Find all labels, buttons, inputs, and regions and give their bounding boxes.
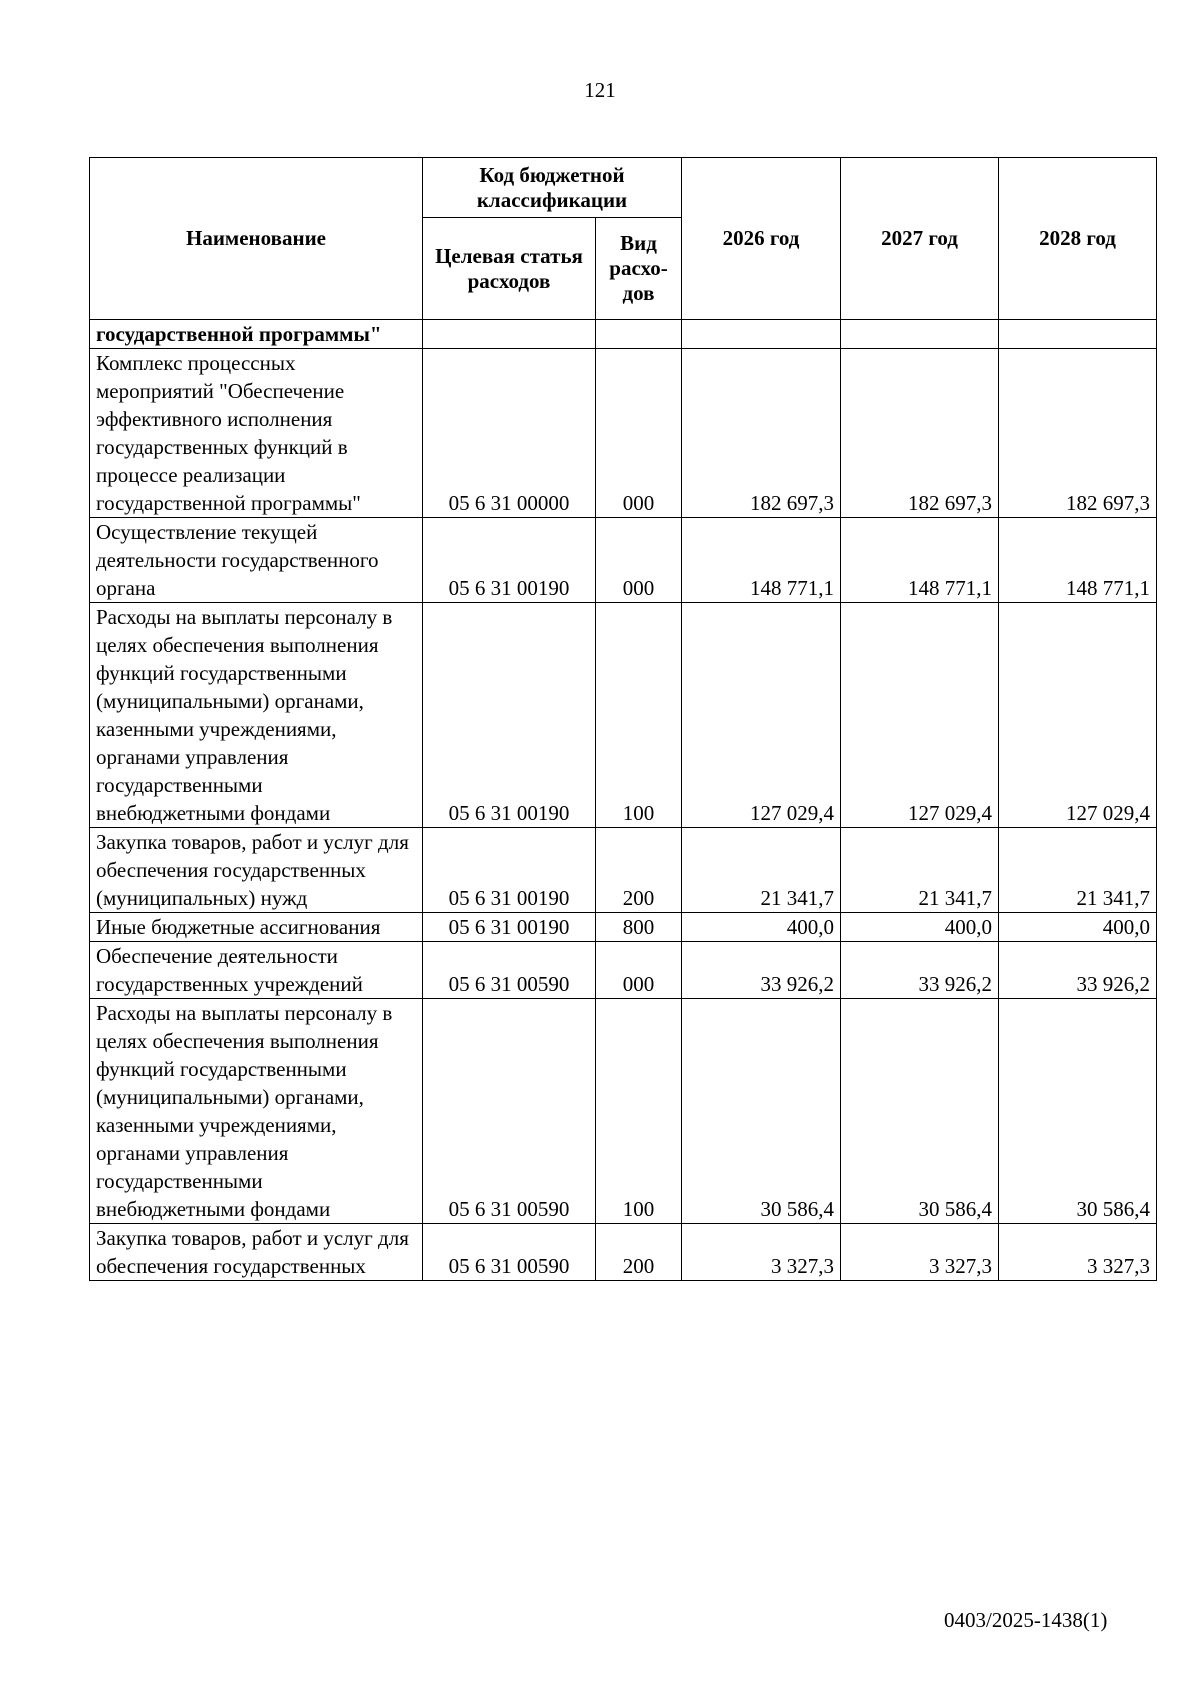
row-2028: 148 771,1 [999,518,1157,603]
row-2026: 182 697,3 [682,349,841,518]
row-2027: 33 926,2 [841,942,999,999]
row-2027: 30 586,4 [841,999,999,1224]
row-target-article: 05 6 31 00590 [423,999,596,1224]
row-name: Осуществление текущей деятельности государственного органа [90,518,423,603]
row-2026: 30 586,4 [682,999,841,1224]
row-2026: 21 341,7 [682,828,841,913]
row-2026: 3 327,3 [682,1224,841,1281]
row-expense-kind: 200 [596,1224,682,1281]
row-2027: 400,0 [841,913,999,942]
row-expense-kind: 200 [596,828,682,913]
row-2026: 400,0 [682,913,841,942]
row-target-article: 05 6 31 00190 [423,603,596,828]
page-number: 121 [584,78,616,102]
row-target-article: 05 6 31 00590 [423,1224,596,1281]
header-target-article: Целевая статья расходов [423,218,596,320]
header-year-2027: 2027 год [841,158,999,320]
table-row [90,828,1157,913]
row-2028: 400,0 [999,913,1157,942]
row-expense-kind: 000 [596,518,682,603]
row-name: Закупка товаров, работ и услуг для обеспечения государственных [90,1224,423,1281]
header-year-2028: 2028 год [999,158,1157,320]
row-name: государственной программы" [90,320,423,349]
row-name: Иные бюджетные ассигнования [90,913,423,942]
row-2028: 127 029,4 [999,603,1157,828]
row-name: Закупка товаров, работ и услуг для обеспечения государственных (муниципальных) нужд [90,828,423,913]
row-2028 [999,320,1157,349]
row-target-article [423,320,596,349]
header-year-2026: 2026 год [682,158,841,320]
row-2026: 127 029,4 [682,603,841,828]
row-name: Расходы на выплаты персоналу в целях обеспечения выполнения функций государственными (муниципальными) органами, казенными учреждениями, органами управления государственными внебюджетными фондами [90,603,423,828]
row-target-article: 05 6 31 00000 [423,349,596,518]
table-row [90,518,1157,603]
row-expense-kind: 100 [596,999,682,1224]
header-name: Наименование [90,158,423,320]
row-expense-kind [596,320,682,349]
row-target-article: 05 6 31 00190 [423,518,596,603]
table-row [90,349,1157,518]
table-body [90,320,1157,1281]
row-2027: 182 697,3 [841,349,999,518]
table-row [90,942,1157,999]
row-2027: 21 341,7 [841,828,999,913]
row-2027: 148 771,1 [841,518,999,603]
row-name: Комплекс процессных мероприятий "Обеспечение эффективного исполнения государственных функций в процессе реализации государственной программы" [90,349,423,518]
row-expense-kind: 800 [596,913,682,942]
row-target-article: 05 6 31 00190 [423,828,596,913]
row-expense-kind: 000 [596,942,682,999]
row-2026 [682,320,841,349]
table-row [90,913,1157,942]
row-2027 [841,320,999,349]
row-expense-kind: 000 [596,349,682,518]
row-name: Обеспечение деятельности государственных учреждений [90,942,423,999]
header-expense-kind: Вид расхо-дов [596,218,682,320]
table-row [90,603,1157,828]
row-target-article: 05 6 31 00590 [423,942,596,999]
row-2027: 3 327,3 [841,1224,999,1281]
row-2028: 33 926,2 [999,942,1157,999]
row-2028: 30 586,4 [999,999,1157,1224]
row-expense-kind: 100 [596,603,682,828]
header-budget-code: Код бюджетной классификации [423,158,682,218]
table-row [90,320,1157,349]
row-target-article: 05 6 31 00190 [423,913,596,942]
row-name: Расходы на выплаты персоналу в целях обеспечения выполнения функций государственными (муниципальными) органами, казенными учреждениями, органами управления государственными внебюджетными фондами [90,999,423,1224]
row-2028: 182 697,3 [999,349,1157,518]
row-2027: 127 029,4 [841,603,999,828]
row-2026: 33 926,2 [682,942,841,999]
budget-table [89,157,1157,1281]
row-2028: 21 341,7 [999,828,1157,913]
document-code: 0403/2025-1438(1) [944,1608,1108,1632]
table-row [90,1224,1157,1281]
row-2026: 148 771,1 [682,518,841,603]
table-header [90,158,1157,320]
table-row [90,999,1157,1224]
row-2028: 3 327,3 [999,1224,1157,1281]
